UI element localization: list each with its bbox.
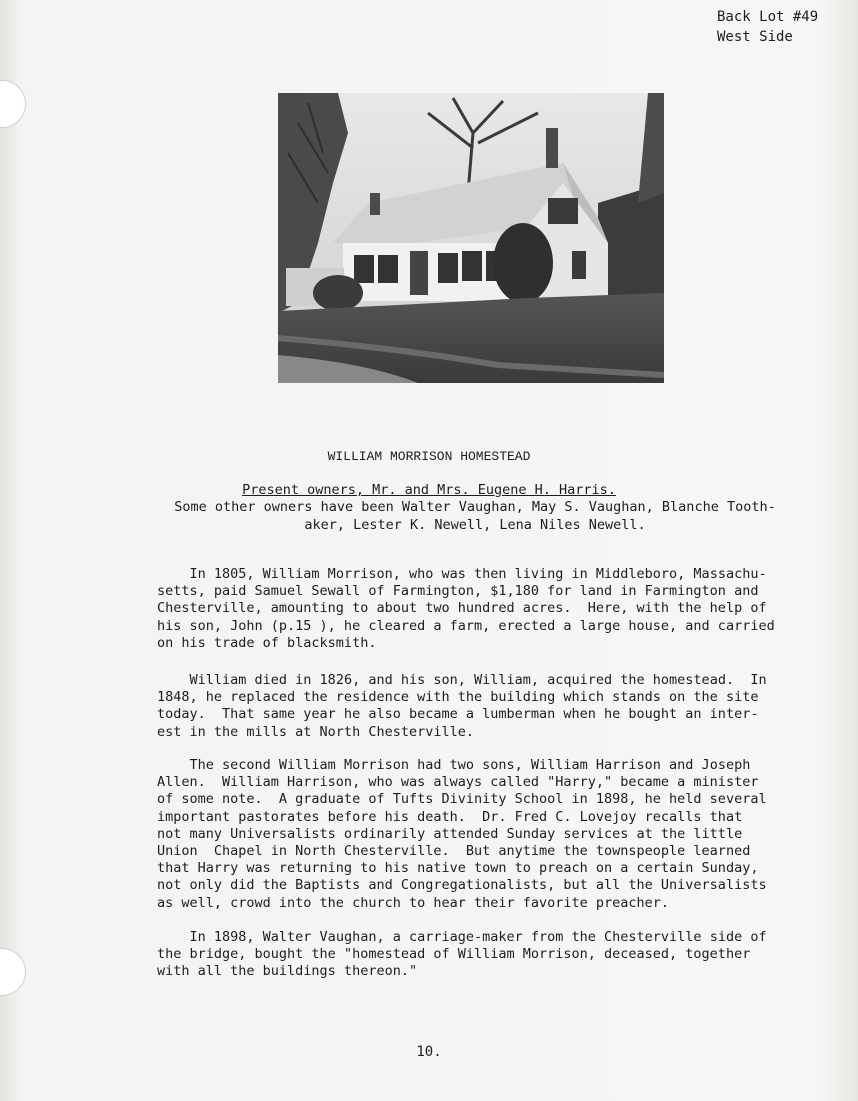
lot-label: Back Lot #49 West Side xyxy=(717,9,819,45)
other-owners: Some other owners have been Walter Vaughan, May S. Vaughan, Blanche Tooth- aker, Lester K. Newell, Lena Niles Newell. xyxy=(174,499,776,533)
paragraph-3: The second William Morrison had two sons, William Harrison and Joseph Allen. William Harrison, who was always called "Harry," became a minister of some note. A graduate of Tufts Divinity School in 1898, he held several important pastorates before his death. Dr. Fred C. Lovejoy recalls that not many Universalists ordinarily attended Sunday services at the little Union Chapel in North Chesterville. But anytime the townspeople learned that Harry was returning to his native town to preach on a certain Sunday, not only did the Baptists and Congregationalists, but all the Universalists as well, crowd into the church to hear their favorite preacher. xyxy=(157,757,767,911)
present-owners: Present owners, Mr. and Mrs. Eugene H. Harris. xyxy=(242,482,616,498)
homestead-photo xyxy=(278,93,664,383)
paragraph-4: In 1898, Walter Vaughan, a carriage-maker from the Chesterville side of the bridge, bought the "homestead of William Morrison, deceased, together with all the buildings thereon." xyxy=(157,929,767,980)
punch-hole xyxy=(0,80,26,128)
page-number: 10. xyxy=(416,1044,442,1060)
page-title: WILLIAM MORRISON HOMESTEAD xyxy=(327,449,531,464)
paragraph-1: In 1805, William Morrison, who was then living in Middleboro, Massachu- setts, paid Samuel Sewall of Farmington, $1,180 for land in Farmington and Chesterville, amounting to about two hundred acres. Here, with the help of his son, John (p.15 ), he cleared a farm, erected a large house, and carried on his trade of blacksmith. xyxy=(157,566,775,651)
punch-hole xyxy=(0,948,26,996)
paragraph-2: William died in 1826, and his son, William, acquired the homestead. In 1848, he replaced the residence with the building which stands on the site today. That same year he also became a lumberman when he bought an inter- est in the mills at North Chesterville. xyxy=(157,672,767,740)
